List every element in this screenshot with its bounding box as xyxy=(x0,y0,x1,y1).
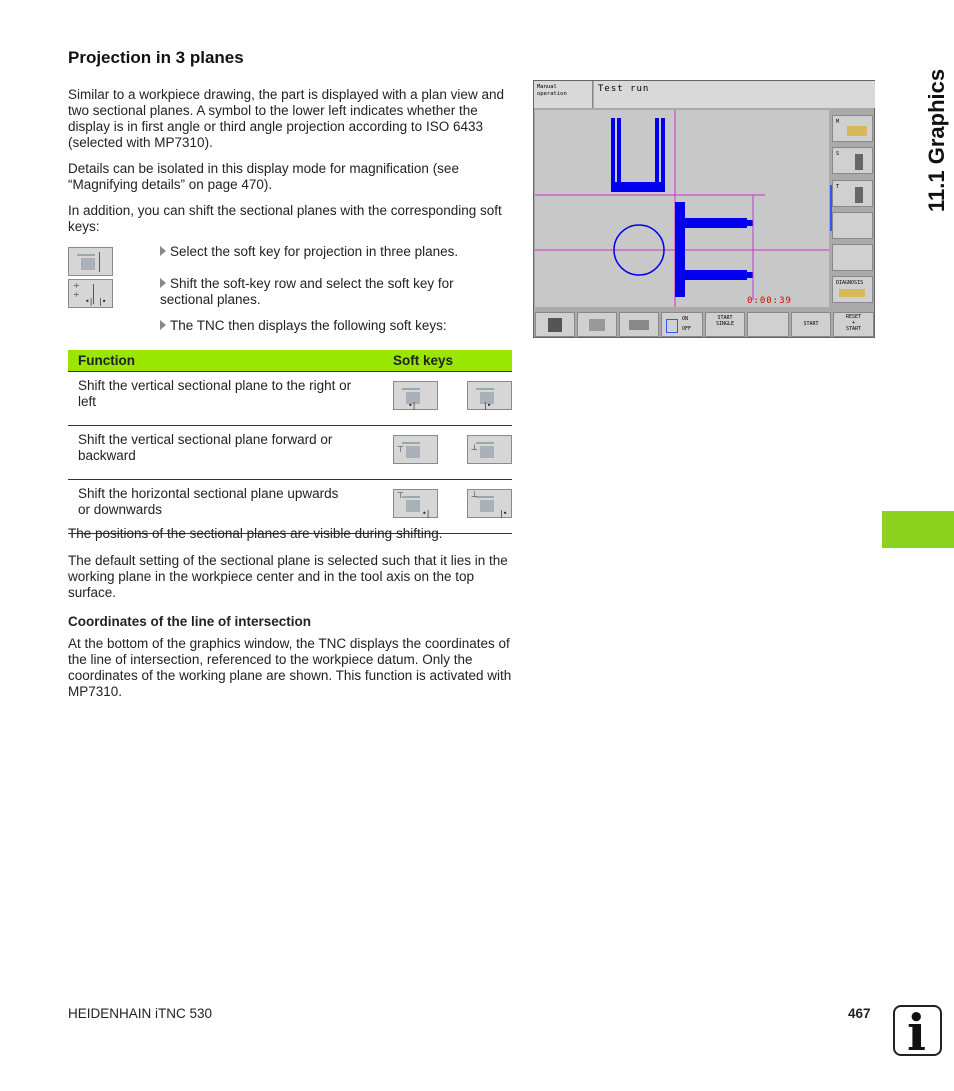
coordinates-paragraph: At the bottom of the graphics window, the TNC displays the coordinates of the line of intersection, referenced to the workpiece datum. Only the coordinates of the working plane are shown. This function is activated with MP7310. xyxy=(68,636,512,699)
shift-down-softkey-icon: ⊥ |• xyxy=(467,489,512,518)
function-softkey-table xyxy=(68,350,512,534)
diagnosis-icon xyxy=(839,289,865,297)
default-setting-paragraph: The default setting of the sectional plane is selected such that it lies in the working plane in the workpiece center and in the tool axis on the top surface. xyxy=(68,553,508,600)
3d-view-icon xyxy=(629,320,649,330)
tool-icon xyxy=(855,154,863,170)
reset-start-softkey[interactable]: RESET + START xyxy=(833,312,874,337)
triangle-bullet-icon xyxy=(160,320,166,330)
screen-mode-label: Manual operation xyxy=(534,81,593,108)
start-single-softkey[interactable]: START SINGLE xyxy=(705,312,745,337)
s-spindle-softkey[interactable]: S xyxy=(832,147,873,174)
footer-product-name: HEIDENHAIN iTNC 530 xyxy=(68,1006,213,1021)
shifting-note: The positions of the sectional planes are visible during shifting. xyxy=(68,526,443,541)
shift-right-softkey-icon: •| xyxy=(393,381,438,410)
screen-program-mode: Test run xyxy=(594,81,875,108)
sectional-planes-softkey-icon: ÷ ÷ •| |• xyxy=(68,279,113,308)
table-cell-function: Shift the vertical sectional plane forward or backward xyxy=(68,426,363,480)
table-header-row xyxy=(68,350,512,372)
stop-icon xyxy=(548,318,562,332)
section-title: Projection in 3 planes xyxy=(68,48,244,67)
triangle-bullet-icon xyxy=(160,278,166,288)
t-tool-softkey[interactable]: T xyxy=(832,180,873,207)
table-row xyxy=(68,426,512,480)
step-1: Select the soft key for projection in three planes. xyxy=(160,244,500,260)
empty-softkey[interactable] xyxy=(747,312,789,337)
table-cell-function: Shift the horizontal sectional plane upwards or downwards xyxy=(68,480,363,534)
shift-left-softkey-icon: |• xyxy=(467,381,512,410)
projection-icon xyxy=(589,319,605,331)
step-3: The TNC then displays the following soft keys: xyxy=(160,318,500,334)
graphics-window xyxy=(535,110,829,307)
projection-softkey[interactable] xyxy=(577,312,617,337)
triangle-bullet-icon xyxy=(160,246,166,256)
spindle-icon xyxy=(847,126,867,136)
block-skip-softkey[interactable]: ON OFF xyxy=(661,312,703,337)
coordinates-subheading: Coordinates of the line of intersection xyxy=(68,614,312,629)
shift-intro-paragraph: In addition, you can shift the sectional planes with the corresponding soft keys: xyxy=(68,203,502,234)
table-header-function: Function xyxy=(68,350,363,372)
stop-softkey[interactable] xyxy=(535,312,575,337)
chapter-tab-title: 11.1 Graphics xyxy=(924,68,949,212)
projection-3-planes-softkey-icon xyxy=(68,247,113,276)
details-paragraph: Details can be isolated in this display mode for magnification (see “Magnifying details” on page 470). xyxy=(68,161,459,192)
table-cell-softkeys xyxy=(363,372,512,426)
step-2: Shift the soft-key row and select the soft key for sectional planes. xyxy=(160,276,454,307)
shift-backward-softkey-icon: ⊥ xyxy=(467,435,512,464)
vertical-softkey-5[interactable] xyxy=(832,244,873,271)
run-timer: 0:00:39 xyxy=(747,296,792,306)
intro-paragraph: Similar to a workpiece drawing, the part is displayed with a plan view and two sectional planes. A symbol to the lower left indicates whether the display is in first angle or third angle projection according to ISO 6433 (selected with MP7310). xyxy=(68,87,504,150)
slash-icon xyxy=(666,319,678,333)
info-icon: i xyxy=(893,1005,942,1056)
start-softkey[interactable]: START xyxy=(791,312,831,337)
chapter-tab-marker xyxy=(882,511,954,548)
m-function-softkey[interactable]: M xyxy=(832,115,873,142)
table-cell-function: Shift the vertical sectional plane to the right or left xyxy=(68,372,363,426)
3d-view-softkey[interactable] xyxy=(619,312,659,337)
tnc-screen xyxy=(533,80,875,338)
three-plane-graphic xyxy=(535,110,829,307)
table-header-softkeys: Soft keys xyxy=(363,350,512,372)
table-cell-softkeys xyxy=(363,426,512,480)
diagnosis-softkey[interactable]: DIAGNOSIS xyxy=(832,276,873,303)
table-row xyxy=(68,372,512,426)
shift-forward-softkey-icon: ⊤ xyxy=(393,435,438,464)
tool-change-icon xyxy=(855,187,863,203)
shift-up-softkey-icon: ⊤ •| xyxy=(393,489,438,518)
page-number: 467 xyxy=(848,1006,871,1021)
vertical-softkey-4[interactable] xyxy=(832,212,873,239)
